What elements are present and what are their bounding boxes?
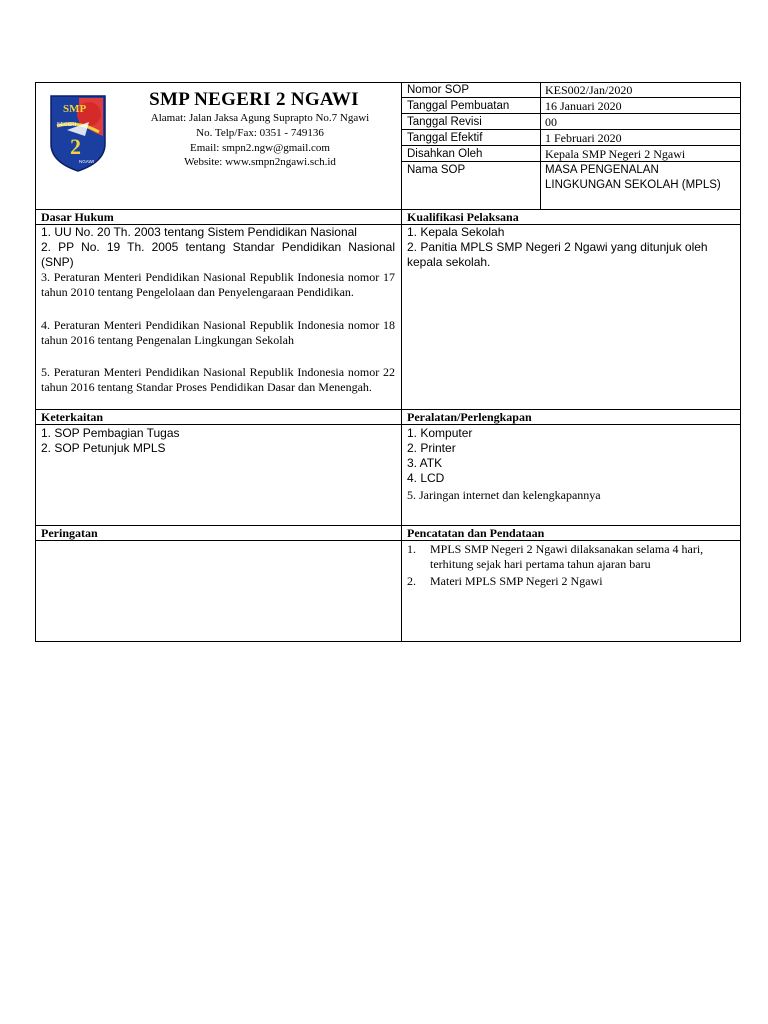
pencatatan-item-text: MPLS SMP Negeri 2 Ngawi dilaksanakan selama 4 hari, terhitung sejak hari pertama tahun ajaran baru: [430, 542, 704, 571]
sop-table: [35, 82, 741, 642]
section-line: [35, 525, 741, 526]
peralatan-item: 3. ATK: [407, 456, 443, 470]
info-label: Tanggal Revisi: [407, 116, 482, 128]
pencatatan-item-number: 1.: [407, 542, 416, 556]
keterkaitan-item: 1. SOP Pembagian Tugas: [41, 426, 180, 440]
info-value: Kepala SMP Negeri 2 Ngawi: [545, 147, 686, 161]
pencatatan-item-text: Materi MPLS SMP Negeri 2 Ngawi: [430, 574, 603, 588]
section-line: [35, 409, 741, 410]
info-label: Nomor SOP: [407, 84, 469, 96]
table-border-left: [35, 82, 36, 642]
dasar-hukum-item: 1. UU No. 20 Th. 2003 tentang Sistem Pendidikan Nasional: [41, 225, 357, 239]
pencatatan-item-number: 2.: [407, 574, 416, 588]
section-line: [35, 209, 741, 210]
peralatan-item: 4. LCD: [407, 471, 445, 485]
info-label: Tanggal Pembuatan: [407, 100, 510, 112]
dasar-hukum-item: 3. Peraturan Menteri Pendidikan Nasional Republik Indonesia nomor 17 tahun 2010 tentang Pengelolaan dan Penyelengaraan Pendidikan.: [41, 270, 395, 299]
info-value: 16 Januari 2020: [545, 99, 622, 113]
info-label: Tanggal Efektif: [407, 132, 483, 144]
info-value: 00: [545, 115, 557, 129]
peralatan-item: 5. Jaringan internet dan kelengkapannya: [407, 488, 601, 502]
table-border-top: [35, 82, 741, 83]
dasar-hukum-item: 5. Peraturan Menteri Pendidikan Nasional Republik Indonesia nomor 22 tahun 2016 tentang Standar Proses Pendidikan Dasar dan Menengah.: [41, 365, 395, 394]
info-label: Disahkan Oleh: [407, 148, 483, 160]
table-border-right: [740, 82, 741, 642]
section-title-dasar-hukum: Dasar Hukum: [41, 210, 114, 224]
school-email: Email: smpn2.ngw@gmail.com: [190, 142, 330, 154]
info-label: Nama SOP: [407, 164, 466, 176]
dasar-hukum-item: 4. Peraturan Menteri Pendidikan Nasional Republik Indonesia nomor 18 tahun 2016 tentang Pengenalan Lingkungan Sekolah: [41, 318, 395, 347]
section-title-peralatan: Peralatan/Perlengkapan: [407, 410, 532, 424]
keterkaitan-item: 2. SOP Petunjuk MPLS: [41, 441, 166, 455]
section-title-keterkaitan: Keterkaitan: [41, 410, 103, 424]
svg-text:2: 2: [70, 134, 81, 159]
school-name: SMP NEGERI 2 NGAWI: [149, 89, 359, 110]
svg-text:NGAWI: NGAWI: [79, 159, 95, 164]
section-title-pencatatan: Pencatatan dan Pendataan: [407, 526, 545, 540]
section-line: [35, 424, 741, 425]
svg-text:NEGERI: NEGERI: [57, 122, 77, 128]
kualifikasi-item: 2. Panitia MPLS SMP Negeri 2 Ngawi yang ditunjuk oleh kepala sekolah.: [407, 240, 708, 269]
school-logo: [49, 92, 107, 172]
section-title-peringatan: Peringatan: [41, 526, 98, 540]
school-phone: No. Telp/Fax: 0351 - 749136: [196, 127, 324, 139]
section-line: [35, 540, 741, 541]
section-title-kualifikasi: Kualifikasi Pelaksana: [407, 210, 519, 224]
dasar-hukum-item: 2. PP No. 19 Th. 2005 tentang Standar Pendidikan Nasional (SNP): [41, 240, 395, 269]
peralatan-item: 2. Printer: [407, 441, 456, 455]
kualifikasi-item: 1. Kepala Sekolah: [407, 225, 505, 239]
school-address: Alamat: Jalan Jaksa Agung Suprapto No.7 Ngawi: [150, 112, 370, 124]
info-value: 1 Februari 2020: [545, 131, 622, 145]
school-website: Website: www.smpn2ngawi.sch.id: [184, 156, 336, 168]
sop-name-value: MASA PENGENALAN LINGKUNGAN SEKOLAH (MPLS): [545, 164, 721, 191]
info-value: KES002/Jan/2020: [545, 83, 633, 97]
table-border-bottom: [35, 641, 741, 642]
svg-text:SMP: SMP: [63, 103, 87, 115]
peralatan-item: 1. Komputer: [407, 426, 473, 440]
